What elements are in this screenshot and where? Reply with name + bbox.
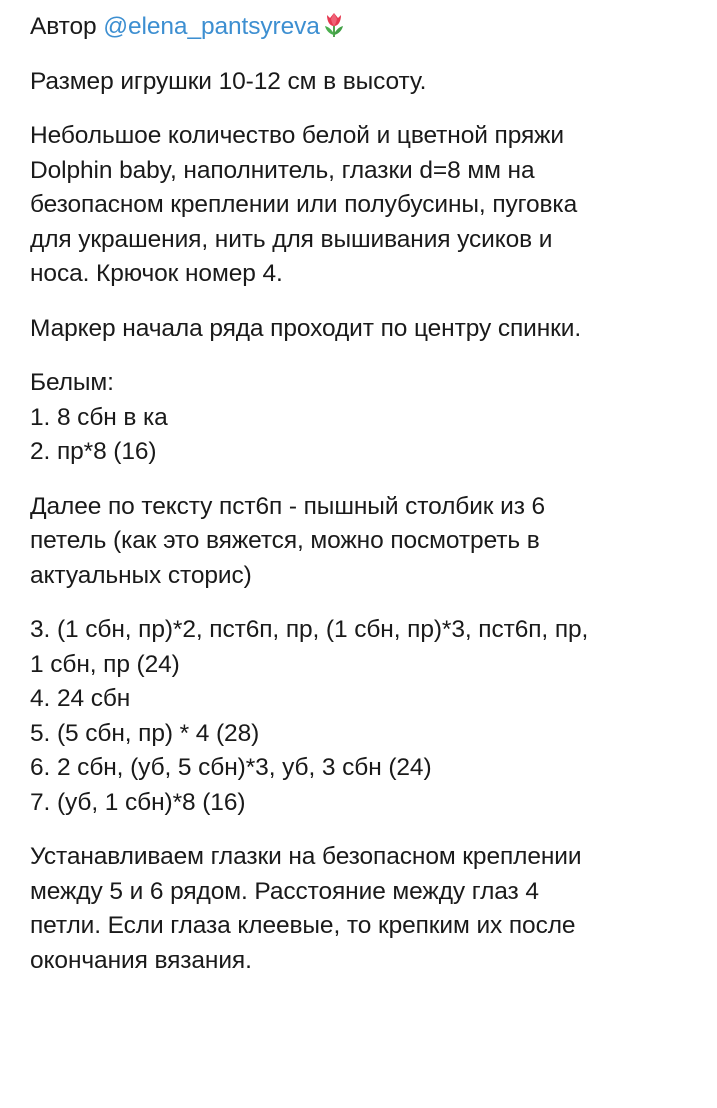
- pattern-row: 2. пр*8 (16): [30, 438, 157, 465]
- note-line: Далее по тексту пст6п - пышный столбик из 6: [30, 492, 546, 520]
- materials-line: Небольшое количество белой и цветной пряжи: [30, 122, 564, 149]
- marker-paragraph: [30, 312, 700, 347]
- materials-line: для украшения, нить для вышивания усиков и: [30, 225, 553, 253]
- author-prefix: Автор: [30, 13, 104, 40]
- note-line: актуальных сторис): [30, 561, 252, 589]
- white-section-heading: Белым:: [30, 369, 114, 396]
- author-line: [30, 10, 700, 45]
- pattern-row: 3. (1 сбн, пр)*2, пст6п, пр, (1 сбн, пр)*3, пст6п, пр,: [30, 616, 589, 643]
- pattern-row: 5. (5 сбн, пр) * 4 (28): [30, 719, 260, 747]
- tulip-icon: [323, 12, 345, 38]
- materials-paragraph: [30, 119, 700, 292]
- toy-size: [30, 65, 700, 100]
- white-section: [30, 366, 700, 470]
- eyes-line: между 5 и 6 рядом. Расстояние между глаз 4: [30, 877, 539, 905]
- pattern-row: 7. (уб, 1 сбн)*8 (16): [30, 788, 246, 816]
- toy-size-text: Размер игрушки 10-12 см в высоту.: [30, 67, 427, 95]
- pattern-row: 6. 2 сбн, (уб, 5 сбн)*3, уб, 3 сбн (24): [30, 754, 432, 781]
- materials-line: безопасном креплении или полубусины, пуговка: [30, 191, 578, 218]
- marker-text: Маркер начала ряда проходит по центру спинки.: [30, 314, 582, 342]
- pattern-row: 1. 8 сбн в ка: [30, 403, 168, 431]
- author-mention-link[interactable]: @elena_pantsyreva: [103, 13, 320, 40]
- note-line: петель (как это вяжется, можно посмотреть в: [30, 527, 540, 554]
- eyes-line: Устанавливаем глазки на безопасном креплении: [30, 843, 582, 870]
- rows-section: [30, 613, 700, 820]
- pattern-row: 1 сбн, пр (24): [30, 650, 180, 678]
- abbreviation-note: [30, 490, 700, 594]
- pattern-row: 4. 24 сбн: [30, 685, 131, 712]
- eyes-line: окончания вязания.: [30, 946, 252, 974]
- materials-line: Dolphin baby, наполнитель, глазки d=8 мм на: [30, 156, 535, 184]
- materials-line: носа. Крючок номер 4.: [30, 260, 283, 287]
- eyes-line: петли. Если глаза клеевые, то крепким их после: [30, 912, 576, 939]
- message-body: [30, 10, 700, 998]
- eyes-paragraph: [30, 840, 700, 978]
